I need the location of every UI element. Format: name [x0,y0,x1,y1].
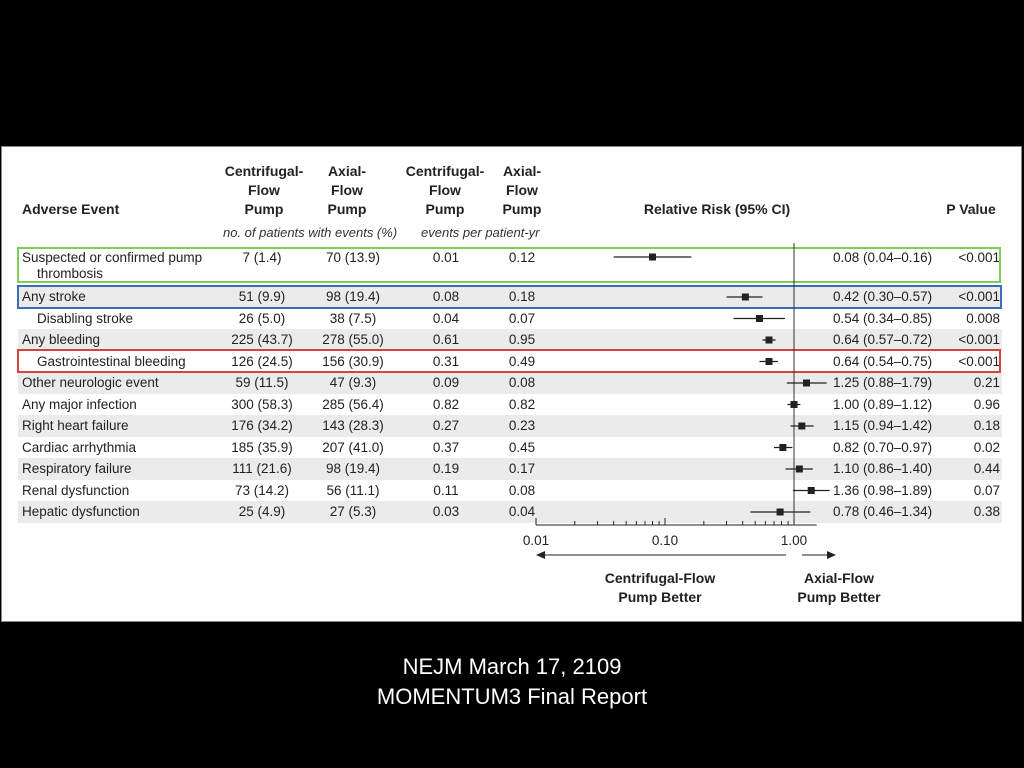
subheader-patients: no. of patients with events (%) [223,225,398,240]
cf-count: 7 (1.4) [242,250,282,265]
p-value: <0.001 [958,250,1000,265]
cf-rate: 0.61 [432,332,460,347]
ax-rate: 0.08 [508,375,536,390]
event-label: Any major infection [22,396,137,412]
ax-rate: 0.95 [508,332,536,347]
header-axial-rate: Axial- Flow Pump [502,163,542,217]
p-value: 0.38 [973,504,1000,519]
cf-rate: 0.08 [432,289,460,304]
forest-plot-panel [1,146,1022,622]
cf-count: 26 (5.0) [238,310,286,326]
cf-count: 73 (14.2) [234,482,290,498]
ax-rate: 0.12 [508,250,536,265]
rr-text: 0.42 (0.30–0.57) [833,289,933,304]
point-estimate [756,315,763,322]
point-estimate [803,380,810,387]
point-estimate [808,487,815,494]
favors-axial-label: Axial-Flow Pump Better [797,570,881,605]
ax-count: 285 (56.4) [322,396,384,412]
rr-text: 0.64 (0.57–0.72) [833,332,933,347]
favors-centrifugal-label: Centrifugal-Flow Pump Better [604,570,716,605]
cf-rate: 0.11 [433,482,459,498]
ax-count: 207 (41.0) [322,439,384,455]
ax-count: 143 (28.3) [322,418,384,433]
event-label: Disabling stroke [37,310,134,326]
header-relative-risk: Relative Risk (95% CI) [643,201,791,217]
ax-count: 56 (11.1) [326,482,380,498]
x-tick-label: 0.10 [651,533,679,548]
event-label: Respiratory failure [22,461,132,476]
header-p-value: P Value [946,201,996,217]
cf-count: 126 (24.5) [231,353,293,369]
ax-count: 98 (19.4) [325,461,381,476]
ax-rate: 0.08 [508,482,536,498]
p-value: 0.18 [973,418,1000,433]
ax-count: 47 (9.3) [329,375,377,390]
event-label: Cardiac arrhythmia [22,439,137,455]
header-centrifugal-patients: Centrifugal- Flow Pump [224,163,304,217]
event-label: Other neurologic event [22,375,159,390]
caption-line-2: MOMENTUM3 Final Report [376,684,648,709]
ax-rate: 0.17 [508,461,536,476]
ax-count: 156 (30.9) [322,353,384,369]
cf-rate: 0.09 [432,375,460,390]
cf-count: 185 (35.9) [231,439,293,455]
p-value: <0.001 [958,289,1000,304]
p-value: 0.02 [973,439,1000,455]
x-tick-label: 1.00 [780,533,808,548]
point-estimate [777,509,784,516]
ax-count: 98 (19.4) [325,289,381,304]
header-adverse-event: Adverse Event [22,201,120,217]
p-value: 0.07 [973,482,1000,498]
ax-rate: 0.23 [508,418,536,433]
cf-rate: 0.37 [432,439,460,455]
ax-count: 70 (13.9) [325,250,381,265]
event-label: Renal dysfunction [22,482,130,498]
rr-text: 0.64 (0.54–0.75) [833,353,933,369]
p-value: 0.008 [966,310,1000,326]
event-label: Hepatic dysfunction [22,504,140,519]
ax-rate: 0.49 [508,353,536,369]
ax-rate: 0.82 [508,396,536,412]
point-estimate [765,337,772,344]
rr-text: 1.25 (0.88–1.79) [833,375,933,390]
event-label: Suspected or confirmed pump [22,250,203,265]
rr-text: 0.08 (0.04–0.16) [833,250,933,265]
cf-count: 225 (43.7) [231,332,293,347]
p-value: <0.001 [958,353,1000,369]
event-label: Any stroke [22,289,86,304]
point-estimate [796,466,803,473]
event-label: Any bleeding [22,332,101,347]
point-estimate [649,254,656,261]
rr-text: 1.00 (0.89–1.12) [833,396,933,412]
cf-rate: 0.31 [432,353,460,369]
rr-text: 1.15 (0.94–1.42) [833,418,933,433]
cf-count: 176 (34.2) [231,418,293,433]
ax-rate: 0.45 [508,439,536,455]
ax-rate: 0.04 [508,504,536,519]
p-value: 0.96 [973,396,1000,412]
ax-rate: 0.18 [508,289,536,304]
point-estimate [742,294,749,301]
cf-count: 111 (21.6) [232,461,292,476]
p-value: <0.001 [958,332,1000,347]
event-label: Right heart failure [22,418,129,433]
cf-count: 25 (4.9) [238,504,286,519]
rr-text: 0.78 (0.46–1.34) [833,504,933,519]
point-estimate [791,401,798,408]
ax-count: 38 (7.5) [329,310,377,326]
point-estimate [765,358,772,365]
p-value: 0.21 [973,375,1000,390]
cf-rate: 0.19 [432,461,460,476]
subheader-rate: events per patient-yr [421,225,540,240]
point-estimate [779,444,786,451]
rr-text: 1.36 (0.98–1.89) [833,482,933,498]
arrow-left-head [536,551,545,559]
cf-count: 59 (11.5) [235,375,289,390]
ax-rate: 0.07 [508,310,536,326]
cf-count: 300 (58.3) [231,396,293,412]
ax-count: 27 (5.3) [329,504,377,519]
arrow-right-head [827,551,836,559]
rr-text: 1.10 (0.86–1.40) [833,461,933,476]
header-axial-patients: Axial- Flow Pump [327,163,367,217]
rr-text: 0.54 (0.34–0.85) [833,310,933,326]
cf-rate: 0.01 [432,250,460,265]
cf-rate: 0.82 [432,396,460,412]
cf-rate: 0.27 [432,418,460,433]
p-value: 0.44 [973,461,1000,476]
ax-count: 278 (55.0) [322,332,384,347]
forest-plot [2,147,1021,621]
cf-rate: 0.03 [432,504,460,519]
cf-rate: 0.04 [432,310,460,326]
header-centrifugal-rate: Centrifugal- Flow Pump [405,163,485,217]
x-tick-label: 0.01 [522,533,550,548]
point-estimate [798,423,805,430]
cf-count: 51 (9.9) [238,289,286,304]
event-label-continued: thrombosis [37,266,104,281]
caption-line-1: NEJM March 17, 2109 [402,654,622,679]
rr-text: 0.82 (0.70–0.97) [833,439,933,455]
event-label: Gastrointestinal bleeding [37,353,186,369]
